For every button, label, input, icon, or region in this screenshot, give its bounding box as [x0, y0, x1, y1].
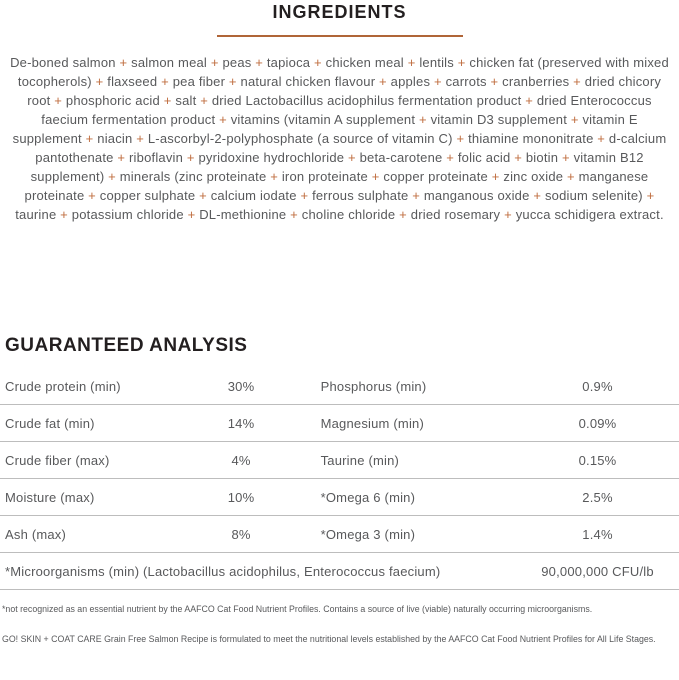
plus-separator: + [567, 112, 583, 127]
analysis-row [0, 442, 679, 479]
analysis-row [0, 368, 679, 405]
guaranteed-analysis-section [0, 336, 679, 590]
ingredients-title: INGREDIENTS [272, 2, 407, 22]
plus-separator: + [375, 74, 391, 89]
plus-separator: + [558, 150, 574, 165]
plus-separator: + [215, 112, 231, 127]
analysis-label: Crude fiber (max) [5, 452, 110, 468]
analysis-value: 1.4% [582, 526, 613, 542]
analysis-value: 30% [227, 378, 255, 394]
plus-separator: + [296, 188, 313, 203]
plus-separator: + [225, 74, 241, 89]
analysis-label: Magnesium (min) [320, 415, 425, 431]
plus-separator: + [91, 74, 108, 89]
analysis-label: Ash (max) [5, 526, 67, 542]
analysis-row [0, 405, 679, 442]
plus-separator: + [569, 74, 585, 89]
plus-separator: + [207, 55, 223, 70]
plus-separator: + [159, 93, 176, 108]
plus-separator: + [563, 169, 579, 184]
microorganisms-value: 90,000,000 CFU/lb [541, 563, 654, 579]
plus-separator: + [115, 55, 132, 70]
plus-separator: + [157, 74, 173, 89]
plus-separator: + [593, 131, 609, 146]
analysis-label: Taurine (min) [320, 452, 400, 468]
plus-separator: + [183, 207, 200, 222]
plus-separator: + [430, 74, 446, 89]
plus-separator: + [486, 74, 503, 89]
guaranteed-analysis-title: GUARANTEED ANALYSIS [5, 335, 248, 356]
plus-separator: + [529, 188, 545, 203]
analysis-value: 10% [227, 489, 255, 505]
analysis-row [0, 516, 679, 553]
analysis-value: 4% [231, 452, 251, 468]
plus-separator: + [452, 131, 469, 146]
plus-separator: + [453, 55, 470, 70]
plus-separator: + [403, 55, 420, 70]
plus-separator: + [104, 169, 120, 184]
analysis-value: 0.15% [578, 452, 617, 468]
analysis-label: *Omega 3 (min) [320, 526, 416, 542]
plus-separator: + [132, 131, 148, 146]
analysis-label: *Omega 6 (min) [320, 489, 416, 505]
plus-separator: + [395, 207, 411, 222]
plus-separator: + [442, 150, 458, 165]
analysis-row [0, 479, 679, 516]
microorganisms-row [0, 553, 679, 590]
plus-separator: + [500, 207, 516, 222]
ingredients-paragraph: De-boned salmon + salmon meal + peas + tapioca + chicken meal + lentils + chicken fat (preserved with mixed tocopherols) + flaxseed + pea fiber + natural chicken flavour + apples + carrots + cranberries + dried chicory root + phosphoric acid + salt + dried Lactobacillus acidophilus fermentation product + dried Enterococcus faecium fermentation product + vitamins (vitamin A supplement + vitamin D3 supplement + vitamin E supplement + niacin + L-ascorbyl-2-polyphosphate (a source of vitamin C) + thiamine mononitrate + d-calcium pantothenate + riboflavin + pyridoxine hydrochloride + beta-carotene + folic acid + biotin + vitamin B12 supplement) + minerals (zinc proteinate + iron proteinate + copper proteinate + zinc oxide + manganese proteinate + copper sulphate + calcium iodate + ferrous sulphate + manganous oxide + sodium selenite) + taurine + potassium chloride + DL-methionine + choline chloride + dried rosemary + yucca schidigera extract. [10, 55, 669, 222]
analysis-value: 8% [231, 526, 251, 542]
plus-separator: + [367, 169, 384, 184]
plus-separator: + [487, 169, 504, 184]
plus-separator: + [521, 93, 537, 108]
analysis-label: Moisture (max) [5, 489, 95, 505]
plus-separator: + [81, 131, 98, 146]
plus-separator: + [415, 112, 431, 127]
analysis-label: Phosphorus (min) [320, 378, 427, 394]
analysis-value: 0.09% [578, 415, 617, 431]
plus-separator: + [408, 188, 424, 203]
plus-separator: + [50, 93, 66, 108]
plus-separator: + [310, 55, 326, 70]
analysis-value: 14% [227, 415, 255, 431]
plus-separator: + [510, 150, 526, 165]
analysis-table [0, 368, 679, 553]
plus-separator: + [195, 188, 211, 203]
plus-separator: + [251, 55, 267, 70]
plus-separator: + [196, 93, 212, 108]
ingredients-section [0, 4, 679, 224]
plus-separator: + [113, 150, 130, 165]
microorganisms-label: *Microorganisms (min) (Lactobacillus acidophilus, Enterococcus faecium) [5, 563, 441, 579]
plus-separator: + [183, 150, 199, 165]
analysis-label: Crude fat (min) [5, 415, 95, 431]
analysis-value: 0.9% [582, 378, 613, 394]
plus-separator: + [84, 188, 100, 203]
plus-separator: + [56, 207, 72, 222]
footnote-aafco-statement: GO! SKIN + COAT CARE Grain Free Salmon Recipe is formulated to meet the nutritional levels established by the AAFCO Cat Food Nutrient Profiles for All Life Stages. [2, 634, 656, 644]
plus-separator: + [266, 169, 282, 184]
analysis-value: 2.5% [582, 489, 613, 505]
accent-divider [217, 35, 463, 37]
plus-separator: + [642, 188, 655, 203]
analysis-label: Crude protein (min) [5, 378, 121, 394]
plus-separator: + [344, 150, 360, 165]
plus-separator: + [286, 207, 302, 222]
footnote-essential-nutrient: *not recognized as an essential nutrient by the AAFCO Cat Food Nutrient Profiles. Contains a source of live (viable) naturally occurring microorganisms. [2, 604, 593, 614]
